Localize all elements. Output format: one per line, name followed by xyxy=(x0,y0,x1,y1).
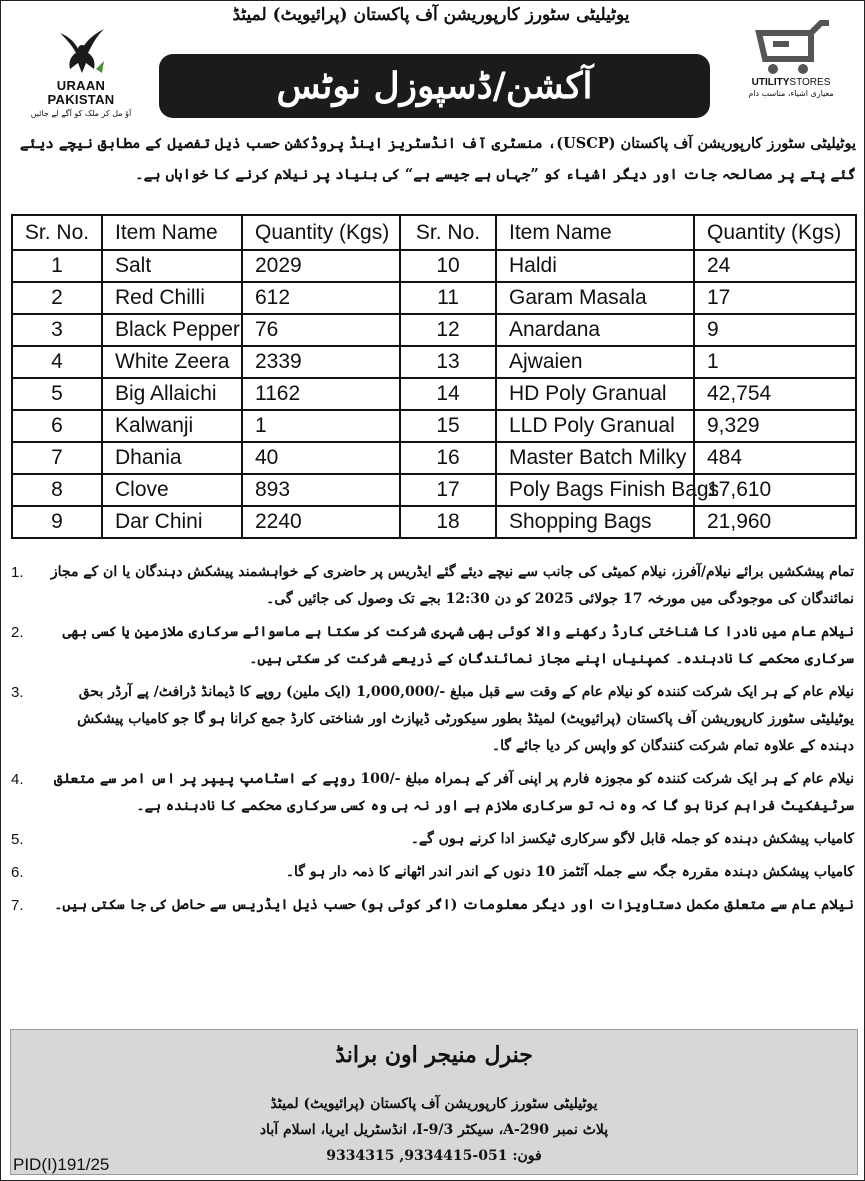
term-number: 3. xyxy=(11,684,24,701)
organization-title: یوٹیلیٹی سٹورز کارپوریشن آف پاکستان (پرائیویٹ) لمیٹڈ xyxy=(232,5,630,25)
table-cell-item: Red Chilli xyxy=(102,282,242,314)
table-cell-quantity: 893 xyxy=(242,474,400,506)
term-item xyxy=(11,679,856,760)
term-text: نیلام عام سے متعلق مکمل دستاویزات اور دیگر معلومات (اگر کوئی ہو) حسب ذیل ایڈریس سے حاصل کی جا سکتی ہیں۔ xyxy=(54,897,854,913)
table-cell-sr: 1 xyxy=(12,250,102,282)
table-cell-quantity: 76 xyxy=(242,314,400,346)
table-cell-sr: 4 xyxy=(12,346,102,378)
notice-header xyxy=(1,1,864,126)
table-cell-item: Dhania xyxy=(102,442,242,474)
table-cell-item: Dar Chini xyxy=(102,506,242,538)
table-cell-sr: 6 xyxy=(12,410,102,442)
publication-id: PID(I)191/25 xyxy=(13,1155,110,1174)
table-cell-item: Shopping Bags xyxy=(496,506,694,538)
utility-stores-tagline: معیاری اشیاء، مناسب دام xyxy=(748,89,834,98)
term-number: 7. xyxy=(11,897,24,914)
table-cell-item: Anardana xyxy=(496,314,694,346)
table-cell-quantity: 2240 xyxy=(242,506,400,538)
table-row xyxy=(12,314,856,346)
table-cell-sr: 18 xyxy=(400,506,496,538)
footer-organization: یوٹیلیٹی سٹورز کارپوریشن آف پاکستان (پرائیویٹ) لمیٹڈ xyxy=(270,1096,598,1112)
utility-stores-name-bold: UTILITY xyxy=(751,77,790,88)
table-cell-quantity: 1 xyxy=(694,346,856,378)
table-cell-quantity: 17,610 xyxy=(694,474,856,506)
notice-banner-text: آکشن/ڈسپوزل نوٹس xyxy=(276,65,593,107)
table-cell-sr: 15 xyxy=(400,410,496,442)
table-cell-quantity: 2339 xyxy=(242,346,400,378)
terms-list xyxy=(11,559,856,925)
table-row xyxy=(12,474,856,506)
table-cell-item: Master Batch Milky xyxy=(496,442,694,474)
header-quantity: Quantity (Kgs) xyxy=(694,215,856,250)
utility-stores-name xyxy=(736,77,846,89)
table-cell-item: Kalwanji xyxy=(102,410,242,442)
eagle-icon xyxy=(52,23,110,79)
table-cell-sr: 12 xyxy=(400,314,496,346)
uraan-pakistan-logo xyxy=(26,23,136,118)
term-item xyxy=(11,766,856,820)
term-text: تمام پیشکشیں برائے نیلام/آفرز، نیلام کمیٹی کی جانب سے نیچے دیئے گئے ایڈریس پر حاضری کے خواہشمند پیشکش دہندگان یا ان کے مجاز نمائندگان کی موجودگی میں مورخہ 17 جولائی 2025 کو دن 12:30 بجے تک وصول کی جائیں گی۔ xyxy=(50,564,854,607)
table-cell-quantity: 24 xyxy=(694,250,856,282)
header-sr-no: Sr. No. xyxy=(12,215,102,250)
table-cell-sr: 9 xyxy=(12,506,102,538)
table-cell-item: HD Poly Granual xyxy=(496,378,694,410)
table-cell-item: Poly Bags Finish Bags xyxy=(496,474,694,506)
table-cell-item: Salt xyxy=(102,250,242,282)
header-sr-no: Sr. No. xyxy=(400,215,496,250)
table-cell-sr: 16 xyxy=(400,442,496,474)
footer-title: جنرل منیجر اون برانڈ xyxy=(335,1042,533,1068)
table-row xyxy=(12,346,856,378)
table-cell-item: White Zeera xyxy=(102,346,242,378)
header-item-name: Item Name xyxy=(496,215,694,250)
table-cell-sr: 7 xyxy=(12,442,102,474)
term-item xyxy=(11,892,856,919)
table-row xyxy=(12,282,856,314)
term-text: کامیاب پیشکش دہندہ کو جملہ قابل لاگو سرکاری ٹیکسز ادا کرنے ہوں گے۔ xyxy=(410,831,854,847)
term-text: نیلام عام کے ہر ایک شرکت کنندہ کو مجوزہ فارم پر اپنی آفر کے ہمراہ مبلغ -/100 روپے کے اسٹامپ پیپر پر اس امر سے متعلق سرٹیفکیٹ فراہم کرنا ہو گا کہ وہ نہ تو سرکاری ملازم ہے اور نہ ہی وہ کسی سرکاری محکمے کا نادہندہ ہے۔ xyxy=(53,771,854,814)
utility-stores-logo xyxy=(736,19,846,119)
table-cell-sr: 14 xyxy=(400,378,496,410)
items-table xyxy=(11,214,857,539)
shopping-cart-icon xyxy=(749,19,833,77)
table-cell-item: Ajwaien xyxy=(496,346,694,378)
term-number: 2. xyxy=(11,624,24,641)
table-cell-quantity: 9,329 xyxy=(694,410,856,442)
table-row xyxy=(12,250,856,282)
header-item-name: Item Name xyxy=(102,215,242,250)
header-quantity: Quantity (Kgs) xyxy=(242,215,400,250)
table-cell-quantity: 21,960 xyxy=(694,506,856,538)
term-number: 4. xyxy=(11,771,24,788)
term-item xyxy=(11,559,856,613)
table-cell-item: LLD Poly Granual xyxy=(496,410,694,442)
table-cell-quantity: 1 xyxy=(242,410,400,442)
table-cell-quantity: 2029 xyxy=(242,250,400,282)
table-row xyxy=(12,442,856,474)
table-cell-item: Black Pepper xyxy=(102,314,242,346)
uraan-logo-tagline: آؤ مل کر ملک کو آگے لے جائیں xyxy=(30,109,132,118)
footer-phone: فون: 051-9334415, 9334315 xyxy=(326,1148,542,1164)
table-cell-quantity: 9 xyxy=(694,314,856,346)
table-header-row xyxy=(12,215,856,250)
table-cell-item: Garam Masala xyxy=(496,282,694,314)
table-cell-quantity: 42,754 xyxy=(694,378,856,410)
term-number: 6. xyxy=(11,864,24,881)
uraan-logo-name: URAAN PAKISTAN xyxy=(47,78,115,107)
table-cell-item: Haldi xyxy=(496,250,694,282)
term-number: 1. xyxy=(11,564,24,581)
term-item xyxy=(11,859,856,886)
table-row xyxy=(12,378,856,410)
table-cell-quantity: 40 xyxy=(242,442,400,474)
table-cell-item: Clove xyxy=(102,474,242,506)
term-text: نیلام عام کے ہر ایک شرکت کنندہ کو نیلام عام کے وقت سے قبل مبلغ -/1,000,000 (ایک ملین) روپے کا ڈیمانڈ ڈرافٹ/ پے آرڈر بحق یوٹیلیٹی سٹورز کارپوریشن آف پاکستان (پرائیویٹ) لمیٹڈ بطور سیکورٹی ڈیپازٹ اور شناختی کارڈ جمع کرانا ہو گا جو کامیاب پیشکش دہندہ کے علاوہ تمام شرکت کنندگان کو واپس کر دیا جائے گا۔ xyxy=(77,684,854,754)
table-row xyxy=(12,506,856,538)
table-cell-sr: 5 xyxy=(12,378,102,410)
footer-address: پلاٹ نمبر A-290، سیکٹر I-9/3، انڈسٹریل ایریا، اسلام آباد xyxy=(259,1122,609,1138)
table-cell-sr: 2 xyxy=(12,282,102,314)
utility-stores-name-rest: STORES xyxy=(789,77,831,88)
table-cell-quantity: 17 xyxy=(694,282,856,314)
table-cell-sr: 11 xyxy=(400,282,496,314)
table-cell-item: Big Allaichi xyxy=(102,378,242,410)
notice-banner xyxy=(159,54,710,118)
term-number: 5. xyxy=(11,831,24,848)
table-cell-quantity: 484 xyxy=(694,442,856,474)
term-text: کامیاب پیشکش دہندہ مقررہ جگہ سے جملہ آئٹمز 10 دنوں کے اندر اندر اٹھانے کا ذمہ دار ہو گا۔ xyxy=(285,864,854,880)
term-item xyxy=(11,619,856,673)
table-cell-sr: 13 xyxy=(400,346,496,378)
table-row xyxy=(12,410,856,442)
term-text: نیلام عام میں نادرا کا شناختی کارڈ رکھنے والا کوئی بھی شہری شرکت کر سکتا ہے ماسوائے سرکاری ملازمین یا کسی بھی سرکاری محکمے کا نادہندہ۔ کمپنیاں اپنے مجاز نمائندگان کے ذریعے شرکت کر سکتی ہیں۔ xyxy=(62,624,854,667)
contact-footer xyxy=(10,1029,858,1175)
table-cell-sr: 8 xyxy=(12,474,102,506)
term-item xyxy=(11,826,856,853)
table-cell-sr: 3 xyxy=(12,314,102,346)
table-cell-quantity: 1162 xyxy=(242,378,400,410)
table-cell-sr: 17 xyxy=(400,474,496,506)
table-cell-quantity: 612 xyxy=(242,282,400,314)
intro-paragraph: یوٹیلیٹی سٹورز کارپوریشن آف پاکستان (USCP)، منسٹری آف انڈسٹریز اینڈ پروڈکشن حسب ذیل تفصیل کے مطابق نیچے دیئے گئے پتے پر مصالحہ جات اور دیگر اشیاء کو ”جہاں ہے جیسے ہے“ کی بنیاد پر نیلام کرنے کا خواہاں ہے۔ xyxy=(19,135,856,183)
table-cell-sr: 10 xyxy=(400,250,496,282)
